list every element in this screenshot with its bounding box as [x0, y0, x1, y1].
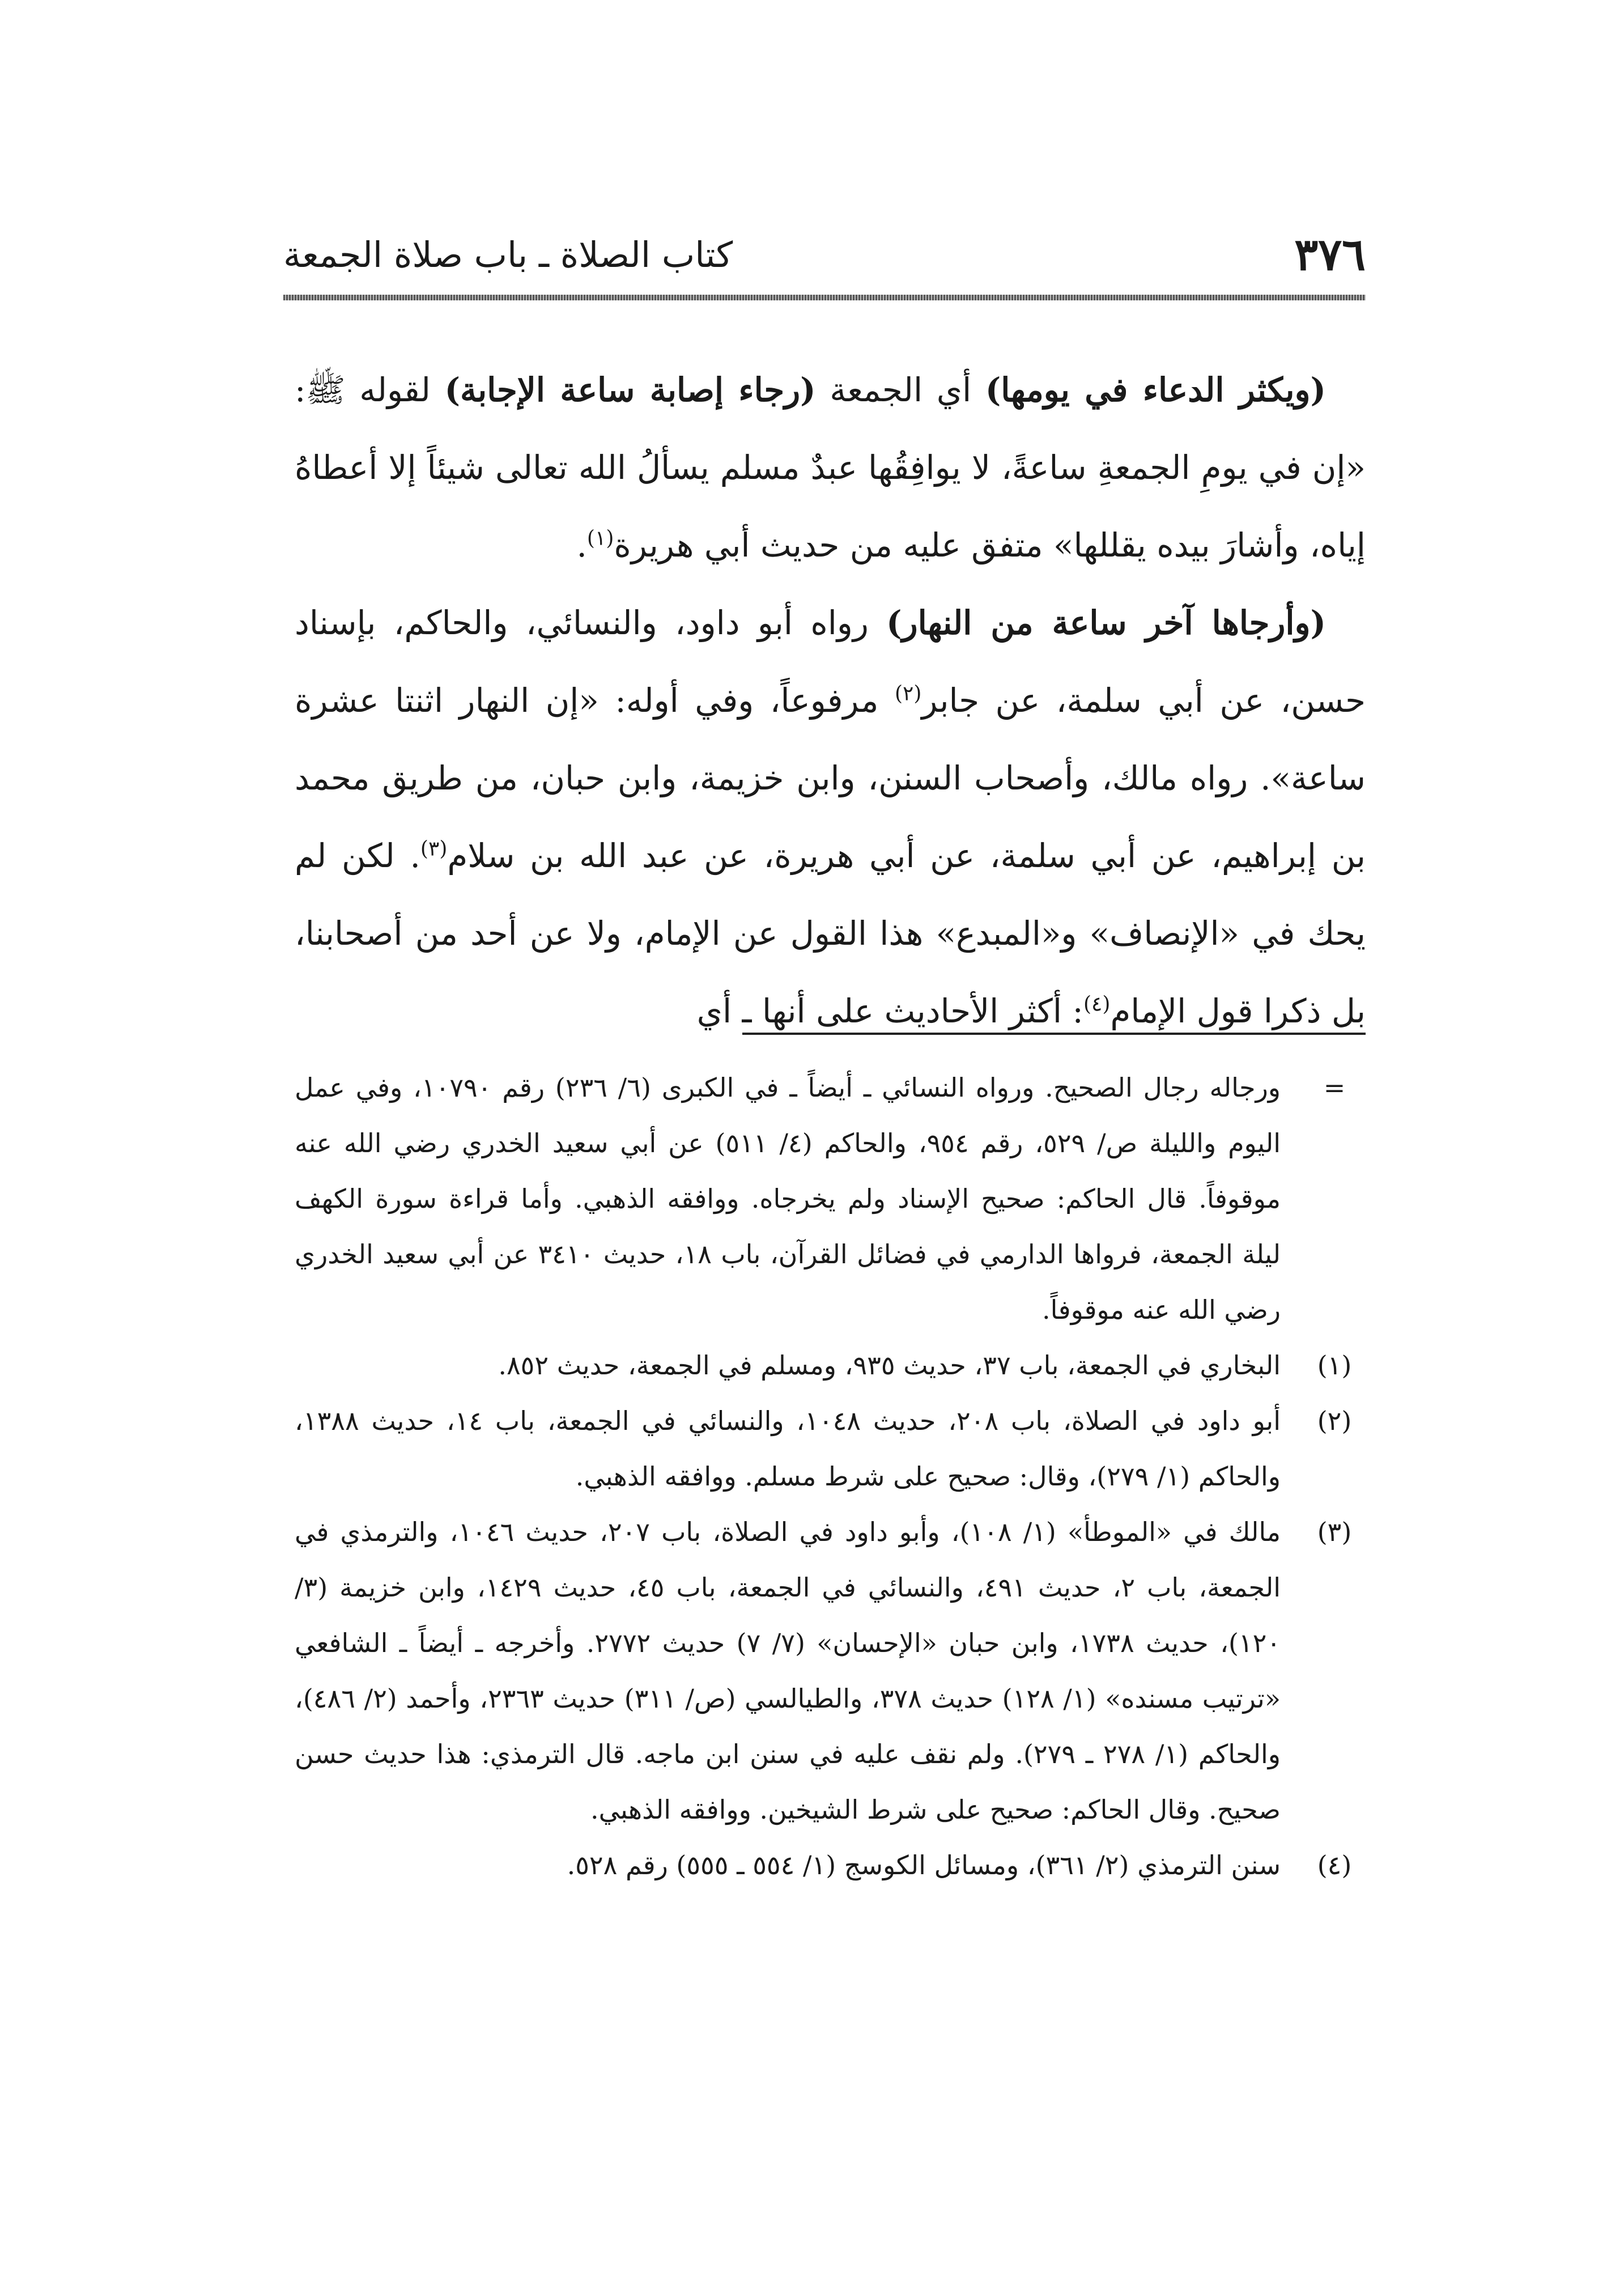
page-header	[283, 227, 1366, 289]
footnote-text: البخاري في الجمعة، باب ٣٧، حديث ٩٣٥، ومسلم في الجمعة، حديث ٨٥٢.	[498, 1350, 1281, 1381]
text-run: أي الجمعة	[815, 371, 985, 409]
footnote-ref: (١)	[586, 526, 614, 550]
page-number: ٣٧٦	[1294, 229, 1366, 281]
footnote-ref: (٢)	[894, 682, 922, 706]
footnote-ref: (٤)	[1083, 992, 1111, 1016]
footnotes	[295, 1060, 1366, 1893]
main-text	[295, 351, 1366, 1050]
footnote-3	[295, 1504, 1366, 1837]
footnote-marker: (٢)	[1317, 1405, 1352, 1436]
text-run: مرفوعاً، وفي أوله: «إن النهار اثنتا عشرة ساعة». رواه مالك، وأصحاب السنن، وابن خزيمة، وابن حبان، من طريق محمد بن إبراهيم، عن أبي سلمة، عن أبي هريرة، عن عبد الله بن سلام	[295, 681, 1366, 875]
footnote-marker: (٤)	[1317, 1850, 1352, 1880]
footnote-text: أبو داود في الصلاة، باب ٢٠٨، حديث ١٠٤٨، والنسائي في الجمعة، باب ١٤، حديث ١٣٨٨، والحاكم (١/ ٢٧٩)، وقال: صحيح على شرط مسلم. ووافقه الذهبي.	[295, 1405, 1281, 1492]
text-run: .	[576, 526, 587, 564]
footnote-marker: (٣)	[1317, 1517, 1352, 1547]
text-run: : أكثر الأحاديث على أنها ـ أي	[696, 992, 1083, 1030]
footnote-text: مالك في «الموطأ» (١/ ١٠٨)، وأبو داود في الصلاة، باب ٢٠٧، حديث ١٠٤٦، والترمذي في الجمعة، باب ٢، حديث ٤٩١، والنسائي في الجمعة، باب ٤٥، حديث ١٤٢٩، وابن خزيمة (٣/ ١٢٠)، حديث ١٧٣٨، وابن حبان «الإحسان» (٧/ ٧) حديث ٢٧٧٢. وأخرجه ـ أيضاً ـ الشافعي «ترتيب مسنده» (١/ ١٢٨) حديث ٣٧٨، والطيالسي (ص/ ٣١١) حديث ٢٣٦٣، وأحمد (٢/ ٤٨٦)، والحاكم (١/ ٢٧٨ ـ ٢٧٩). ولم نقف عليه في سنن ابن ماجه. قال الترمذي: هذا حديث حسن صحيح. وقال الحاكم: صحيح على شرط الشيخين. ووافقه الذهبي.	[295, 1517, 1281, 1825]
running-title: كتاب الصلاة ـ باب صلاة الجمعة	[283, 234, 733, 275]
bold-phrase: (رجاء إصابة ساعة الإجابة)	[444, 371, 816, 409]
footnote-ref: (٣)	[420, 837, 448, 861]
paragraph-2	[295, 584, 1366, 1050]
footnote-4	[295, 1837, 1366, 1893]
bold-phrase: (ويكثر الدعاء في يومها)	[985, 371, 1326, 409]
footnote-marker: =	[1323, 1072, 1346, 1103]
footnote-marker: (١)	[1317, 1350, 1352, 1381]
text-run: رواه أبو داود، والنسائي، والحاكم، بإسناد حسن، عن أبي سلمة، عن جابر	[295, 604, 1366, 720]
bold-phrase: (وأرجاها آخر ساعة من النهار)	[886, 604, 1327, 642]
footnote-text: ورجاله رجال الصحيح. ورواه النسائي ـ أيضاً ـ في الكبرى (٦/ ٢٣٦) رقم ١٠٧٩٠، وفي عمل اليوم والليلة ص/ ٥٢٩، رقم ٩٥٤، والحاكم (٤/ ٥١١) عن أبي سعيد الخدري رضي الله عنه موقوفاً. قال الحاكم: صحيح الإسناد ولم يخرجاه. ووافقه الذهبي. وأما قراءة سورة الكهف ليلة الجمعة، فرواها الدارمي في فضائل القرآن، باب ١٨، حديث ٣٤١٠ عن أبي سعيد الخدري رضي الله عنه موقوفاً.	[295, 1072, 1281, 1325]
text-run: لقوله ﷺ: «إن في يومِ الجمعةِ ساعةً، لا يوافِقُها عبدٌ مسلم يسألُ الله تعالى شيئاً إلا أعطاهُ إياه، وأشارَ بيده يقللها» متفق عليه من حديث أبي هريرة	[295, 371, 1366, 564]
footnote-continuation	[295, 1060, 1366, 1337]
header-rule	[283, 295, 1366, 300]
paragraph-1	[295, 351, 1366, 584]
footnote-1	[295, 1337, 1366, 1393]
footnote-text: سنن الترمذي (٢/ ٣٦١)، ومسائل الكوسج (١/ ٥٥٤ ـ ٥٥٥) رقم ٥٢٨.	[567, 1850, 1281, 1880]
footnote-2	[295, 1393, 1366, 1504]
text-run: . لكن لم يحك في «الإنصاف» و«المبدع» هذا القول عن الإمام، ولا عن أحد من أصحابنا، بل ذكرا قول الإمام	[295, 836, 1366, 1030]
footnote-separator	[742, 1033, 1366, 1035]
